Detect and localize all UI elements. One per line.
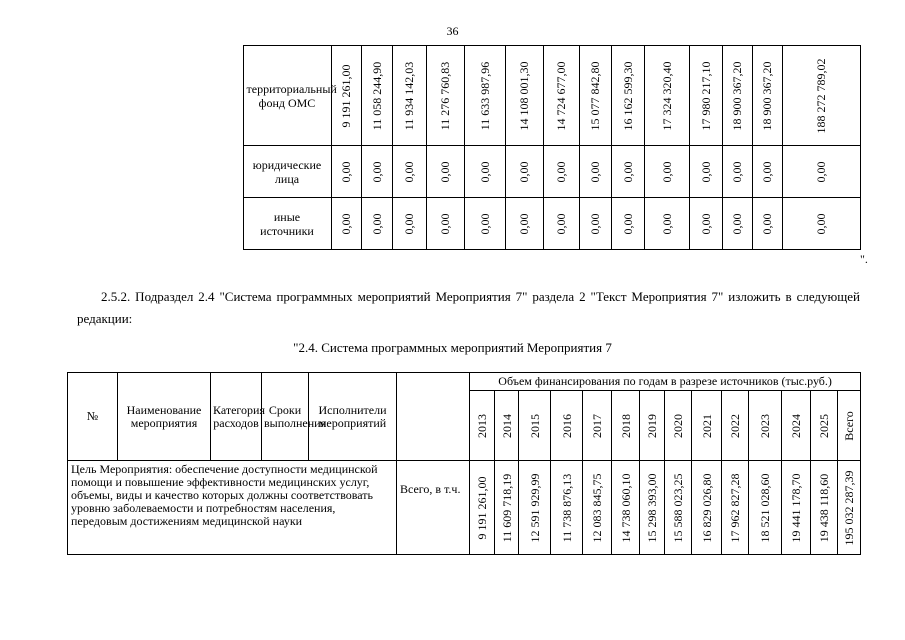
value-cell	[782, 46, 860, 146]
year-label: 2024	[789, 413, 803, 438]
value-cell	[543, 46, 579, 146]
value-cell	[782, 198, 860, 250]
value-text: 0,00	[698, 161, 713, 182]
value-cell	[543, 198, 579, 250]
value-cell	[519, 461, 551, 555]
value-cell	[782, 461, 811, 555]
goal-row	[68, 461, 861, 555]
value-cell	[361, 46, 392, 146]
value-text: 0,00	[369, 213, 384, 234]
value-text: 0,00	[554, 213, 568, 234]
value-cell	[782, 146, 860, 198]
value-text: 16 829 026,80	[699, 473, 714, 542]
year-header	[722, 391, 749, 461]
value-cell	[392, 146, 426, 198]
value-text: 0,00	[659, 213, 674, 234]
value-text: 0,00	[402, 161, 416, 182]
value-text: 0,00	[620, 213, 635, 234]
value-text: 0,00	[517, 161, 531, 182]
value-cell	[331, 46, 361, 146]
value-cell	[579, 146, 611, 198]
value-cell	[692, 461, 722, 555]
top-funding-table	[77, 45, 861, 250]
value-cell	[811, 461, 838, 555]
value-text: 11 058 244,90	[369, 61, 384, 130]
value-cell	[611, 46, 644, 146]
value-text: 9 191 261,00	[475, 476, 489, 539]
year-label: 2018	[618, 413, 633, 438]
source-label: юридические лица	[243, 146, 331, 198]
value-cell	[665, 461, 692, 555]
header-row-1	[68, 373, 861, 391]
value-text: 0,00	[588, 161, 602, 182]
value-cell	[579, 198, 611, 250]
value-text: 0,00	[760, 213, 774, 234]
value-text: 0,00	[477, 213, 492, 234]
value-text: 0,00	[588, 213, 602, 234]
value-text: 0,00	[402, 213, 416, 234]
year-header	[692, 391, 722, 461]
value-cell	[505, 198, 543, 250]
value-cell	[583, 461, 612, 555]
year-header	[838, 391, 861, 461]
value-cell	[464, 146, 505, 198]
value-cell	[505, 46, 543, 146]
value-text: 15 077 842,80	[588, 61, 602, 130]
amendment-paragraph	[77, 286, 860, 330]
value-text: 9 191 261,00	[339, 64, 353, 127]
year-label: Всего	[842, 410, 857, 441]
value-cell	[505, 146, 543, 198]
value-text: 0,00	[659, 161, 674, 182]
value-text: 19 441 178,70	[789, 473, 803, 542]
value-cell	[644, 146, 689, 198]
value-text: 0,00	[730, 213, 744, 234]
value-cell	[331, 146, 361, 198]
year-header	[519, 391, 551, 461]
row-territorial-fund	[77, 46, 860, 146]
year-header	[612, 391, 640, 461]
year-header	[640, 391, 665, 461]
row-legal-entities	[77, 146, 860, 198]
value-text: 11 633 987,96	[477, 61, 492, 130]
amendment-paragraph-text: 2.5.2. Подраздел 2.4 "Система программных мероприятий Мероприятия 7" раздела 2 "Текст Мероприятия 7" изложить в следующей редакции:	[77, 289, 860, 326]
total-label: Всего, в т.ч.	[397, 461, 470, 555]
value-cell	[640, 461, 665, 555]
value-text: 17 962 827,28	[728, 473, 742, 542]
value-text: 14 724 677,00	[554, 61, 568, 130]
source-label: территориальный фонд ОМС	[243, 46, 331, 146]
value-text: 17 980 217,10	[698, 61, 713, 130]
value-text: 0,00	[760, 161, 774, 182]
value-cell	[543, 146, 579, 198]
value-cell	[722, 461, 749, 555]
value-cell	[392, 198, 426, 250]
value-cell	[722, 198, 752, 250]
value-cell	[426, 146, 464, 198]
value-cell	[689, 146, 722, 198]
value-text: 0,00	[698, 213, 713, 234]
year-header	[811, 391, 838, 461]
value-cell	[495, 461, 519, 555]
value-cell	[464, 198, 505, 250]
header-category: Категория расходов	[211, 373, 262, 461]
value-text: 195 032 287,39	[842, 470, 857, 545]
value-text: 188 272 789,02	[814, 58, 828, 133]
value-cell	[612, 461, 640, 555]
value-cell	[689, 46, 722, 146]
source-label: иные источники	[243, 198, 331, 250]
value-text: 18 900 367,20	[730, 61, 744, 130]
value-cell	[464, 46, 505, 146]
year-label: 2021	[699, 413, 714, 438]
year-header	[470, 391, 495, 461]
value-cell	[426, 198, 464, 250]
value-text: 0,00	[339, 213, 353, 234]
value-cell	[361, 146, 392, 198]
value-text: 18 521 028,60	[758, 473, 772, 542]
year-label: 2019	[645, 413, 659, 438]
value-cell	[752, 146, 782, 198]
program-activities-table	[67, 372, 861, 555]
year-label: 2015	[527, 413, 542, 438]
year-label: 2014	[499, 413, 514, 438]
value-text: 0,00	[814, 213, 828, 234]
goal-text: Цель Мероприятия: обеспечение доступности медицинской помощи и повышение эффективности медицинских услуг, объемы, виды и качество которых должны соответствовать уровню заболеваемости и потребностям населения, передовым достижениям медицинской науки	[68, 461, 397, 555]
year-label: 2022	[728, 413, 742, 438]
year-label: 2017	[590, 413, 604, 438]
value-text: 18 900 367,20	[760, 61, 774, 130]
value-cell	[752, 46, 782, 146]
value-text: 14 738 060,10	[618, 473, 633, 542]
header-activity-name: Наименование мероприятия	[118, 373, 211, 461]
value-text: 12 591 929,99	[527, 473, 542, 542]
value-text: 0,00	[517, 213, 531, 234]
value-cell	[470, 461, 495, 555]
value-text: 0,00	[339, 161, 353, 182]
value-cell	[392, 46, 426, 146]
section-title: "2.4. Система программных мероприятий Мероприятия 7	[293, 340, 612, 355]
value-cell	[551, 461, 583, 555]
value-cell	[611, 146, 644, 198]
value-text: 12 083 845,75	[590, 473, 604, 542]
year-label: 2013	[475, 413, 489, 438]
header-executors: Исполнители мероприятий	[309, 373, 397, 461]
row-other-sources	[77, 198, 860, 250]
value-cell	[579, 46, 611, 146]
value-cell	[722, 146, 752, 198]
value-text: 0,00	[369, 161, 384, 182]
value-text: 11 609 718,19	[499, 473, 514, 542]
value-text: 15 588 023,25	[671, 473, 685, 542]
value-text: 0,00	[620, 161, 635, 182]
value-cell	[752, 198, 782, 250]
value-cell	[426, 46, 464, 146]
value-text: 0,00	[438, 161, 452, 182]
value-text: 0,00	[477, 161, 492, 182]
value-cell	[331, 198, 361, 250]
value-cell	[838, 461, 861, 555]
year-header	[665, 391, 692, 461]
value-cell	[689, 198, 722, 250]
closing-quote: ".	[860, 252, 868, 266]
value-text: 17 324 320,40	[659, 61, 674, 130]
year-header	[583, 391, 612, 461]
value-cell	[644, 198, 689, 250]
year-header	[749, 391, 782, 461]
value-text: 15 298 393,00	[645, 473, 659, 542]
value-cell	[749, 461, 782, 555]
header-funding: Объем финансирования по годам в разрезе источников (тыс.руб.)	[470, 373, 861, 391]
year-label: 2023	[758, 413, 772, 438]
value-cell	[644, 46, 689, 146]
value-text: 14 108 001,30	[517, 61, 531, 130]
year-header	[551, 391, 583, 461]
value-text: 16 162 599,30	[620, 61, 635, 130]
year-header	[782, 391, 811, 461]
year-label: 2016	[559, 413, 574, 438]
header-num: №	[68, 373, 118, 461]
value-text: 11 738 876,13	[559, 473, 574, 542]
value-text: 0,00	[814, 161, 828, 182]
value-text: 11 934 142,03	[402, 61, 416, 130]
value-cell	[611, 198, 644, 250]
value-text: 11 276 760,83	[438, 61, 452, 130]
value-cell	[722, 46, 752, 146]
header-terms: Сроки выполнения	[262, 373, 309, 461]
value-text: 19 438 118,60	[817, 473, 831, 542]
value-text: 0,00	[554, 161, 568, 182]
year-header	[495, 391, 519, 461]
value-text: 0,00	[730, 161, 744, 182]
value-text: 0,00	[438, 213, 452, 234]
page-number: 36	[446, 24, 459, 38]
value-cell	[361, 198, 392, 250]
year-label: 2025	[817, 413, 831, 438]
year-label: 2020	[671, 413, 685, 438]
